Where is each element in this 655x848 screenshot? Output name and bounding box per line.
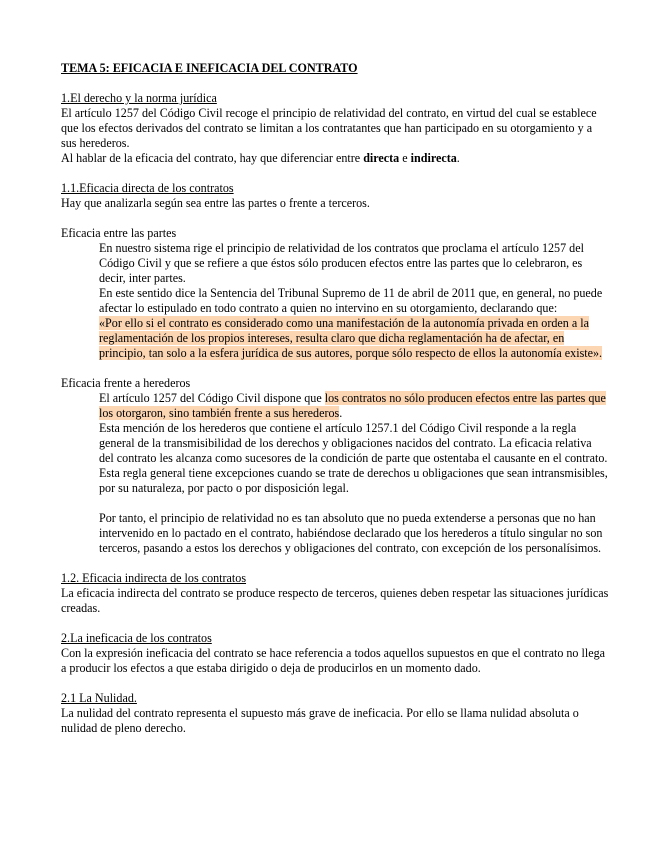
spacer [61, 166, 609, 181]
paragraph-excepciones: Esta regla general tiene excepciones cuando se trate de derechos u obligaciones que sean intransmisibles, por su naturaleza, por pacto o por disposición legal. [99, 466, 608, 495]
section-heading-eficacia-indirecta: 1.2. Eficacia indirecta de los contratos [61, 571, 247, 585]
paragraph-relatividad: El artículo 1257 del Código Civil recoge el principio de relatividad del contrato, en virtud del cual se establece que los efectos derivados del contrato se limitan a los contratantes que han participado en su otorgamiento y a sus herederos. [61, 106, 597, 150]
spacer [61, 556, 609, 571]
section-heading-eficacia-directa: 1.1.Eficacia directa de los contratos [61, 181, 234, 195]
spacer [61, 496, 609, 511]
highlight: «Por ello si el contrato es considerado como una manifestación de la autonomía privada en orden a la reglamentación de los propios intereses, resulta claro que dicha reglamentación ha de afectar, en principio, tan solo a la esfera jurídica de sus autores, porque sólo respecto de ellos la autonomía existe». [99, 316, 603, 360]
paragraph-sentencia: En este sentido dice la Sentencia del Tribunal Supremo de 11 de abril de 2011 que, en general, no puede afectar lo estipulado en todo contrato a quien no intervino en su otorgamiento, declarando que: [99, 286, 603, 315]
document-body [61, 61, 609, 736]
paragraph-sistema: En nuestro sistema rige el principio de relatividad de los contratos que proclama el artículo 1257 del Código Civil y que se refiere a que éstos sólo producen efectos entre las partes que lo celebraron, es decir, inter partes. [99, 241, 584, 285]
spacer [61, 211, 609, 226]
subsection-label-partes: Eficacia entre las partes [61, 226, 177, 240]
text-run: e [399, 151, 411, 165]
paragraph-por-tanto: Por tanto, el principio de relatividad no es tan absoluto que no pueda extenderse a personas que no han intervenido en lo pactado en el contrato, habiéndose declarado que los herederos a título singular no son terceros, pasando a estos los derechos y obligaciones del contrato, con excepción de los personalísimos. [99, 511, 603, 555]
paragraph-articulo-herederos [61, 391, 609, 421]
highlight: los contratos no sólo producen efectos entre las partes que los otorgaron, sino también frente a sus herederos [99, 391, 606, 420]
bold-directa: directa [363, 151, 400, 165]
paragraph-diferenciar [61, 151, 609, 166]
spacer [61, 616, 609, 631]
subsection-label-herederos: Eficacia frente a herederos [61, 376, 191, 390]
text-run: El artículo 1257 del Código Civil dispone que [99, 391, 325, 405]
highlighted-quote [61, 316, 609, 361]
paragraph-terceros: La eficacia indirecta del contrato se produce respecto de terceros, quienes deben respetar las situaciones jurídicas creadas. [61, 586, 609, 615]
document-title: TEMA 5: EFICACIA E INEFICACIA DEL CONTRATO [61, 61, 358, 75]
spacer [61, 361, 609, 376]
text-run: . [339, 406, 343, 420]
paragraph-nulidad: La nulidad del contrato representa el supuesto más grave de ineficacia. Por ello se llama nulidad absoluta o nulidad de pleno derecho. [61, 706, 579, 735]
paragraph-ineficacia: Con la expresión ineficacia del contrato se hace referencia a todos aquellos supuestos en que el contrato no llega a producir los efectos a que estaba dirigido o deja de producirlos en un momento dado. [61, 646, 606, 675]
section-heading-nulidad: 2.1 La Nulidad. [61, 691, 137, 705]
paragraph-mencion-herederos: Esta mención de los herederos que contiene el artículo 1257.1 del Código Civil responde a la regla general de la transmisibilidad de los derechos y obligaciones nacidos del contrato. La eficacia relativa del contrato les alcanza como sucesores de la condición de parte que ostentaba el causante en el contrato. [99, 421, 608, 465]
text-run: Al hablar de la eficacia del contrato, hay que diferenciar entre [61, 151, 364, 165]
bold-indirecta: indirecta [410, 151, 457, 165]
section-heading-ineficacia: 2.La ineficacia de los contratos [61, 631, 212, 645]
paragraph-analizarla: Hay que analizarla según sea entre las partes o frente a terceros. [61, 196, 370, 210]
text-run: . [456, 151, 460, 165]
section-heading-derecho: 1.El derecho y la norma jurídica [61, 91, 217, 105]
spacer [61, 676, 609, 691]
